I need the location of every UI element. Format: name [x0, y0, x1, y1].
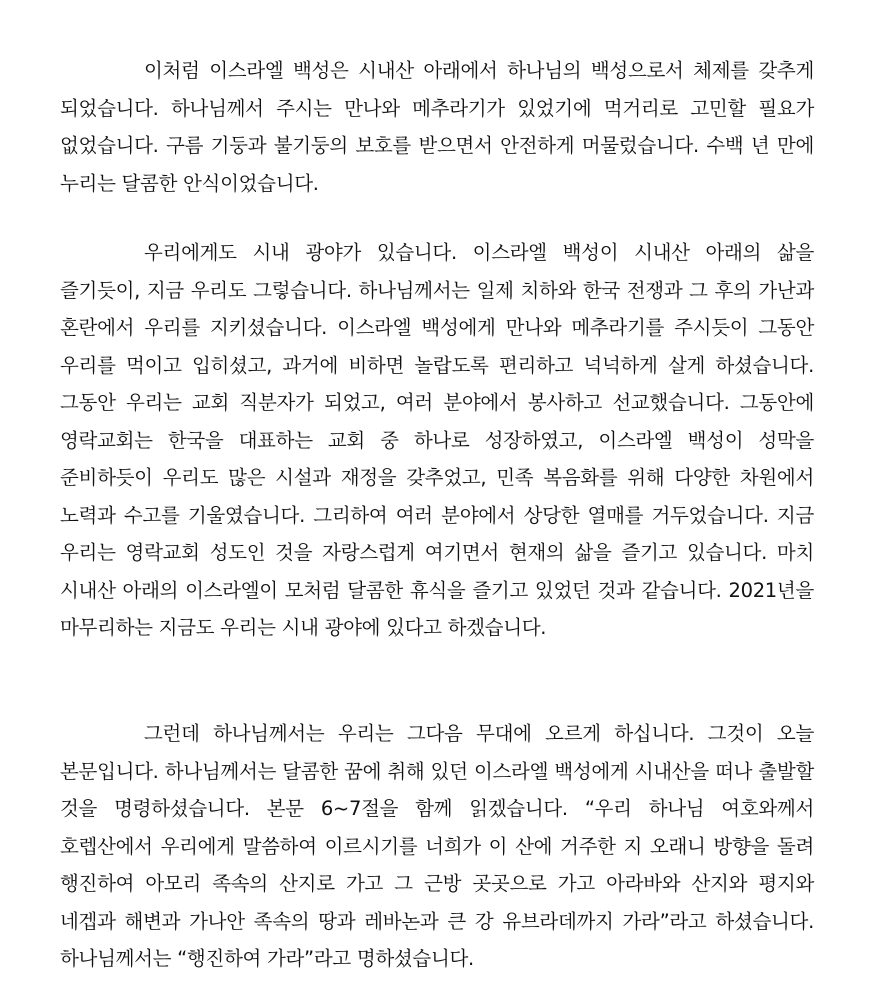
paragraph: 이처럼 이스라엘 백성은 시내산 아래에서 하나님의 백성으로서 체제를 갖추게 되었습니다. 하나님께서 주시는 만나와 메추라기가 있었기에 먹거리로 고민할 필요가 없었습니다. 구름 기둥과 불기둥의 보호를 받으면서 안전하게 머물렀습니다. 수백 년 만에 누리는 달콤한 안식이었습니다. [60, 59, 814, 195]
paragraph: 그런데 하나님께서는 우리는 그다음 무대에 오르게 하십니다. 그것이 오늘 본문입니다. 하나님께서는 달콤한 꿈에 취해 있던 이스라엘 백성에게 시내산을 떠나 출발할 것을 명령하셨습니다. 본문 6~7절을 함께 읽겠습니다. “우리 하나님 여호와께서 호렙산에서 우리에게 말씀하여 이르시기를 너희가 이 산에 거주한 지 오래니 방향을 돌려 행진하여 아모리 족속의 산지로 가고 그 근방 곳곳으로 가고 아라바와 산지와 평지와 네겝과 해변과 가나안 족속의 땅과 레바논과 큰 강 유브라데까지 가라”라고 하셨습니다. 하나님께서는 “행진하여 가라”라고 명하셨습니다. [60, 722, 814, 970]
paragraph: 우리에게도 시내 광야가 있습니다. 이스라엘 백성이 시내산 아래의 삶을 즐기듯이, 지금 우리도 그렇습니다. 하나님께서는 일제 치하와 한국 전쟁과 그 후의 가난과 혼란에서 우리를 지키셨습니다. 이스라엘 백성에게 만나와 메추라기를 주시듯이 그동안 우리를 먹이고 입히셨고, 과거에 비하면 놀랍도록 편리하고 넉넉하게 살게 하셨습니다. 그동안 우리는 교회 직분자가 되었고, 여러 분야에서 봉사하고 선교했습니다. 그동안에 영락교회는 한국을 대표하는 교회 중 하나로 성장하였고, 이스라엘 백성이 성막을 준비하듯이 우리도 많은 시설과 재정을 갖추었고, 민족 복음화를 위해 다양한 차원에서 노력과 수고를 기울였습니다. 그리하여 여러 분야에서 상당한 열매를 거두었습니다. 지금 우리는 영락교회 성도인 것을 자랑스럽게 여기면서 현재의 삶을 즐기고 있습니다. 마치 시내산 아래의 이스라엘이 모처럼 달콤한 휴식을 즐기고 있었던 것과 같습니다. 2021년을 마무리하는 지금도 우리는 시내 광야에 있다고 하겠습니다. [60, 241, 814, 639]
